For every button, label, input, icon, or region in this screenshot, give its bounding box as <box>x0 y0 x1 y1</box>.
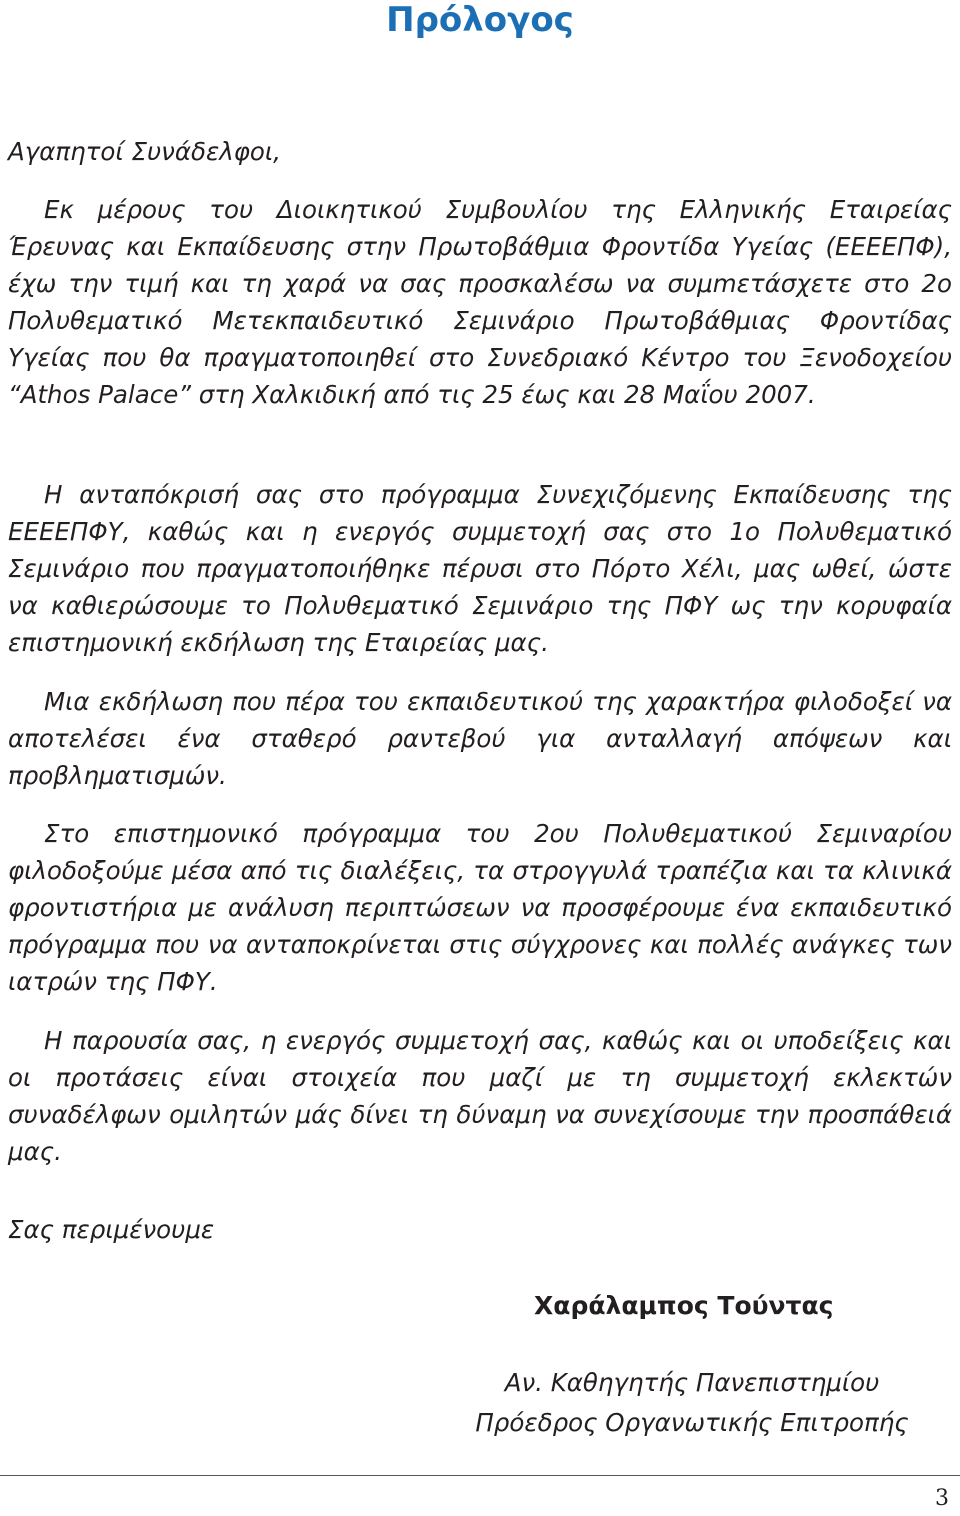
page-number: 3 <box>935 1486 949 1511</box>
paragraph-participation: Η παρουσία σας, η ενεργός συμμετοχή σας, καθώς και οι υποδείξεις και οι προτάσεις είναι στοιχεία που μαζί με τη συμμετοχή εκλεκτών συναδέλφων ομιλητών μάς δίνει τη δύναμη να συνεχίσουμε την προσπάθειά μας. <box>8 1026 952 1166</box>
page-title: Πρόλογος <box>386 0 574 40</box>
signer-position: Πρόεδρος Οργανωτικής Επιτροπής <box>475 1408 909 1437</box>
salutation: Αγαπητοί Συνάδελφοι, <box>8 137 281 166</box>
signer-title: Αν. Καθηγητής Πανεπιστημίου <box>504 1368 880 1397</box>
footer-divider <box>0 1475 960 1476</box>
signer-name: Χαράλαμπος Τούντας <box>534 1291 834 1320</box>
closing-line: Σας περιμένουμε <box>8 1215 215 1244</box>
paragraph-event-purpose: Μια εκδήλωση που πέρα του εκπαιδευτικού της χαρακτήρα φιλοδοξεί να αποτελέσει ένα σταθερό ραντεβού για ανταλλαγή απόψεων και προβληματισμών. <box>8 687 952 790</box>
paragraph-response: Η ανταπόκρισή σας στο πρόγραμμα Συνεχιζόμενης Εκπαίδευσης της ΕΕΕΕΠΦΥ, καθώς και η ενεργός συμμετοχή σας στο 1ο Πολυθεματικό Σεμινάριο που πραγματοποιήθηκε πέρυσι στο Πόρτο Χέλι, μας ωθεί, ώστε να καθιερώσουμε το Πολυθεματικό Σεμινάριο της ΠΦΥ ως την κορυφαία επιστημονική εκδήλωση της Εταιρείας μας. <box>8 480 952 657</box>
paragraph-invitation: Εκ μέρους του Διοικητικού Συμβουλίου της Ελληνικής Εταιρείας Έρευνας και Εκπαίδευσης στην Πρωτοβάθμια Φροντίδα Υγείας (ΕΕΕΕΠΦ), έχω την τιμή και τη χαρά να σας προσκαλέσω να συμmετάσχετε στο 2ο Πολυθεματικό Μετεκπαιδευτικό Σεμινάριο Πρωτοβάθμιας Φροντίδας Υγείας που θα πραγματοποιηθεί στο Συνεδριακό Κέντρο του Ξενοδοχείου “Athos Palace” στη Χαλκιδική από τις 25 έως και 28 Μαΐου 2007. <box>8 195 952 409</box>
paragraph-program: Στο επιστημονικό πρόγραμμα του 2ου Πολυθεματικού Σεμιναρίου φιλοδοξούμε μέσα από τις διαλέξεις, τα στρογγυλά τραπέζια και τα κλινικά φροντιστήρια με ανάλυση περιπτώσεων να προσφέρουμε ένα εκπαιδευτικό πρόγραμμα που να ανταποκρίνεται στις σύγχρονες και πολλές ανάγκες των ιατρών της ΠΦΥ. <box>8 819 952 996</box>
